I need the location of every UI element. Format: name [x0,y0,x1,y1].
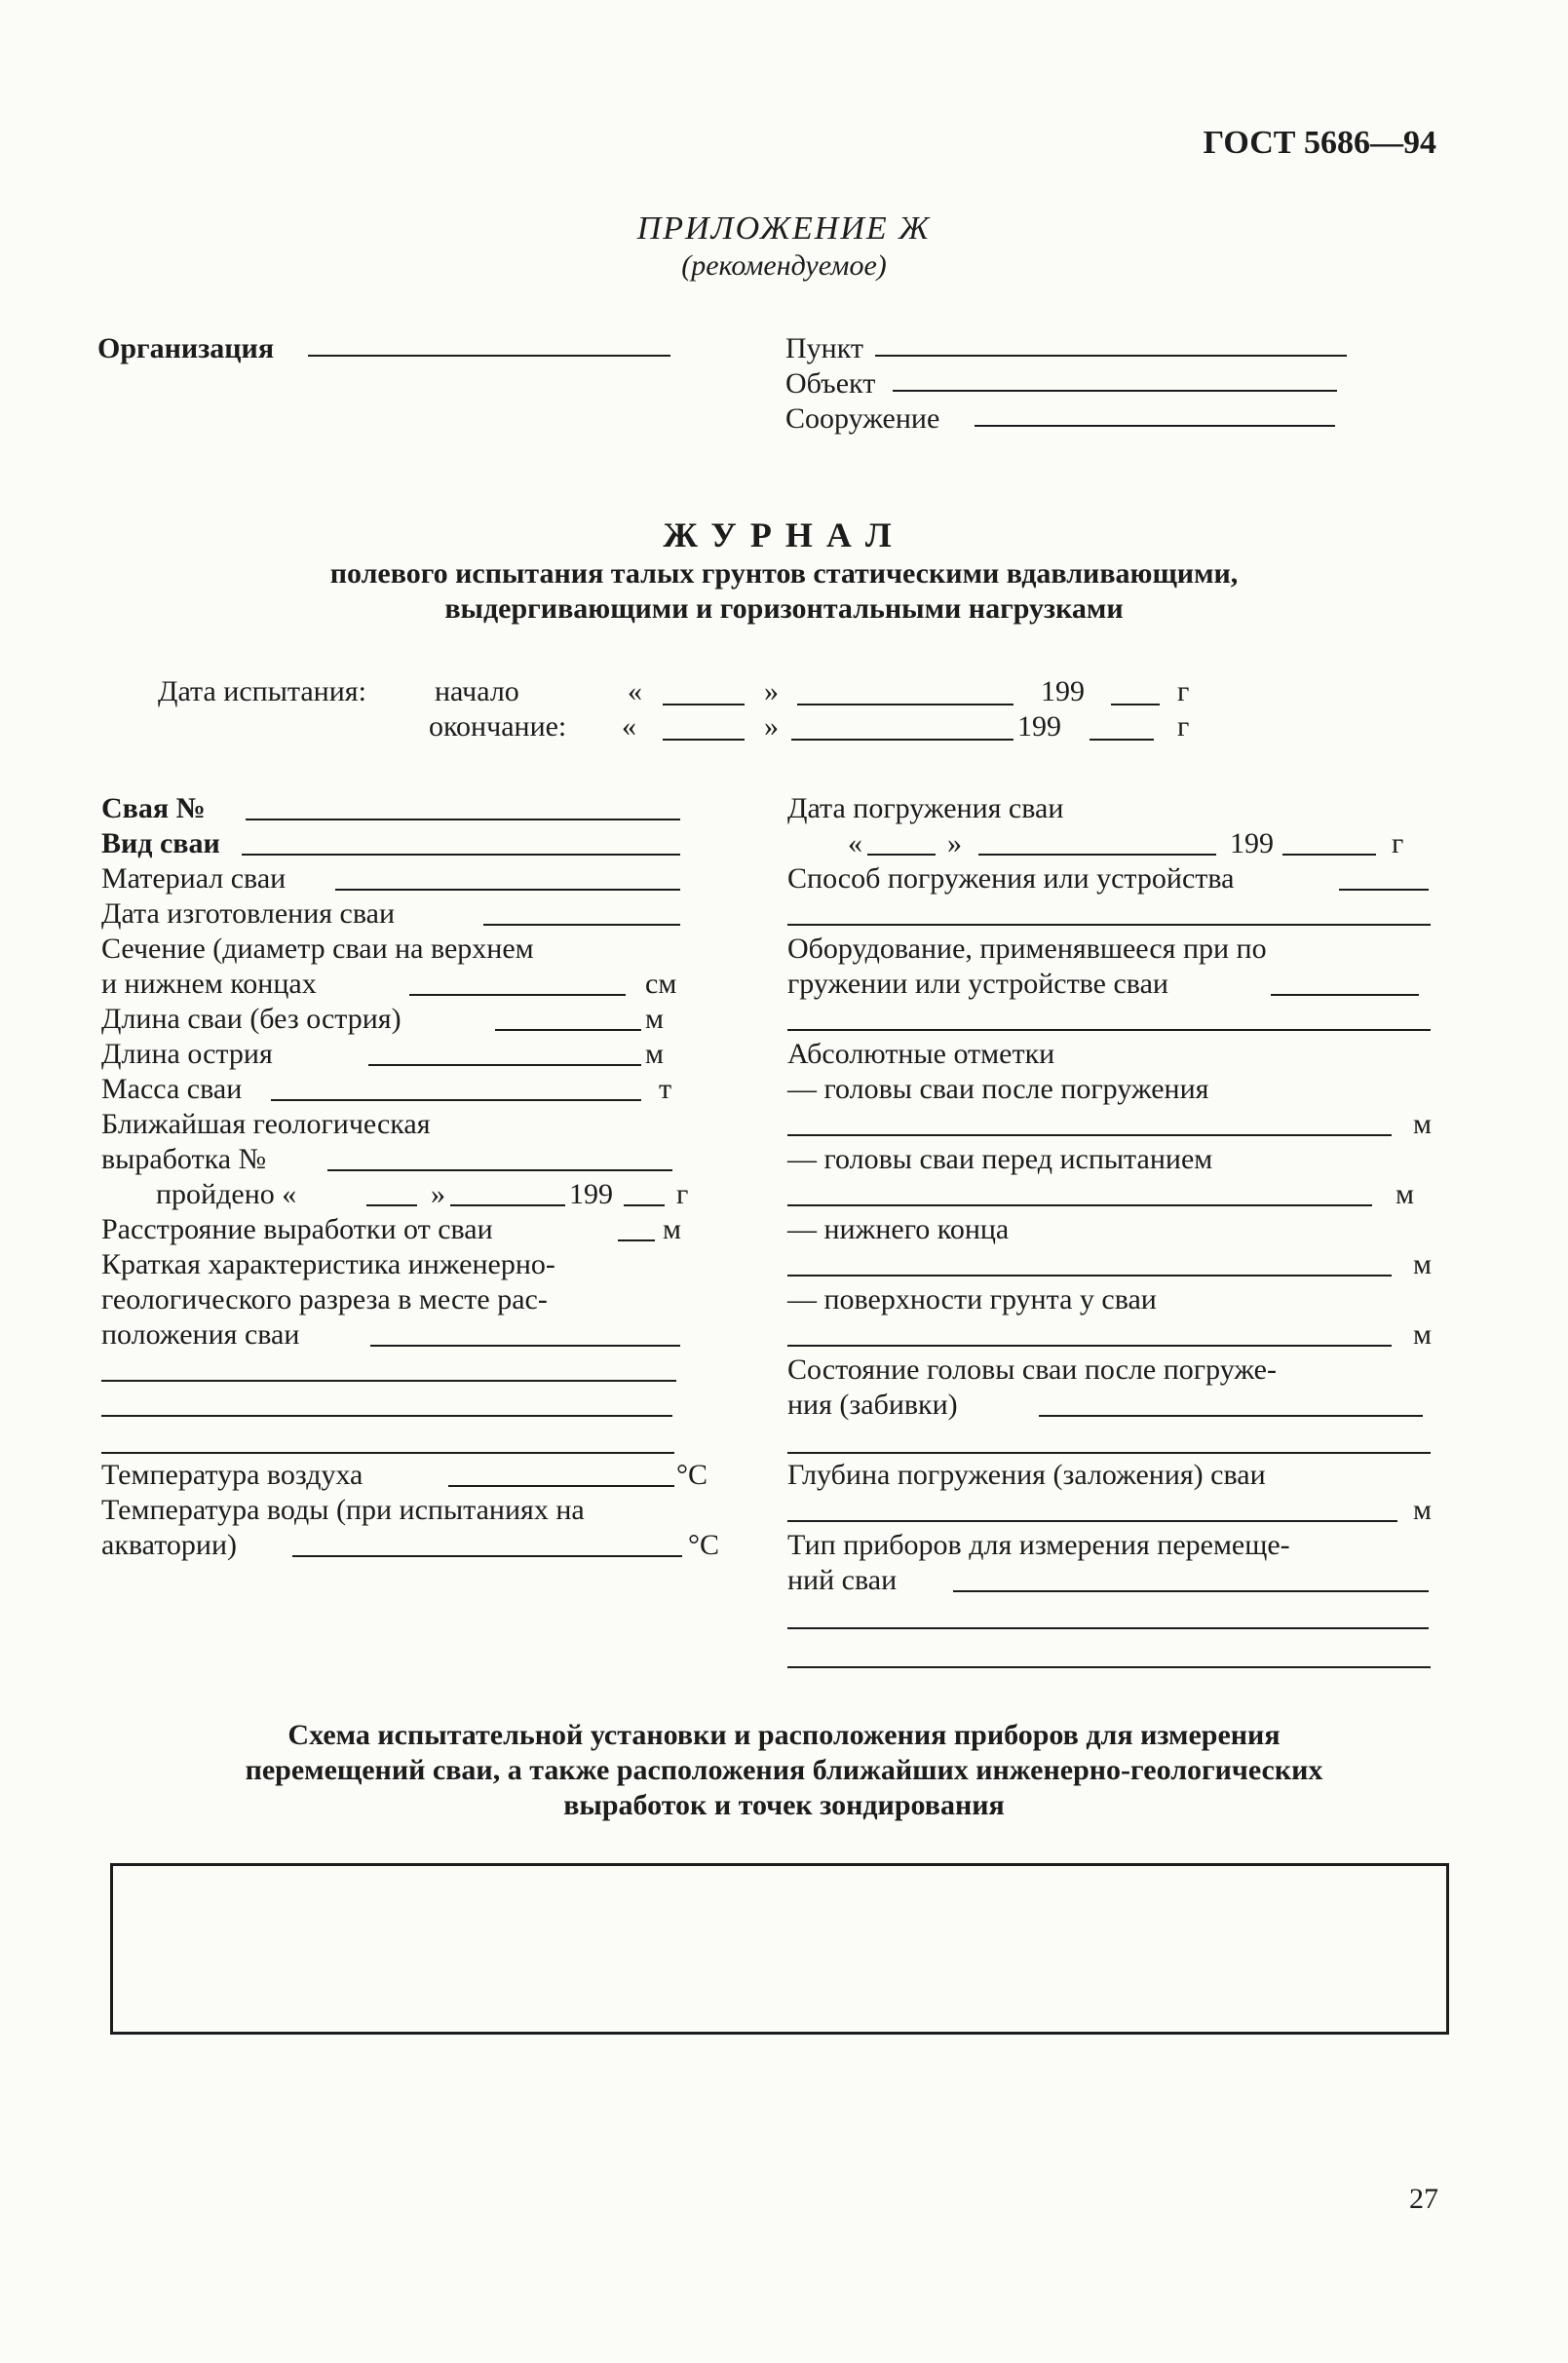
point-field[interactable] [875,355,1347,357]
pile-mass-field[interactable] [271,1099,641,1101]
head-before-field[interactable] [787,1204,1372,1206]
start-year-prefix: 199 [1041,675,1085,707]
section-field[interactable] [409,994,626,996]
ground-surface-field[interactable] [787,1345,1392,1347]
brief-field-4[interactable] [101,1452,674,1454]
organization-field[interactable] [308,355,670,357]
tip-length-unit: м [645,1038,664,1070]
quote-open: « [628,675,642,707]
pile-mass-label: Масса сваи [101,1073,243,1105]
head-before-unit: м [1396,1178,1414,1210]
air-temp-field[interactable] [448,1485,674,1487]
journal-subtitle-line2: выдергивающими и горизонтальными нагрузками [444,592,1124,625]
passed-month-field[interactable] [450,1204,565,1206]
passed-year-field[interactable] [624,1204,665,1206]
brief-field-1[interactable] [370,1345,680,1347]
head-before-label: — головы сваи перед испытанием [787,1143,1213,1175]
quote-close: » [764,675,779,707]
object-label: Объект [785,367,876,400]
structure-label: Сооружение [785,402,940,435]
lower-end-unit: м [1413,1248,1432,1280]
journal-subtitle-line1: полевого испытания талых грунтов статическими вдавливающими, [329,557,1239,590]
scheme-caption-line2: перемещений сваи, а также расположения ближайших инженерно-геологических [245,1754,1323,1786]
pile-length-unit: м [645,1003,664,1035]
pile-material-field[interactable] [335,889,680,891]
journal-title: ЖУРНАЛ [663,515,905,554]
instruments-field-3[interactable] [787,1666,1431,1668]
standard-number: ГОСТ 5686—94 [1203,125,1436,161]
test-date-end-label: окончание: [429,710,567,743]
air-temp-unit: °С [676,1459,708,1491]
immersion-method-field-1[interactable] [1339,889,1429,891]
scheme-drawing-area[interactable] [110,1863,1449,2035]
pile-type-field[interactable] [242,854,680,856]
tip-length-label: Длина острия [101,1038,273,1070]
pile-material-label: Материал сваи [101,862,287,895]
end-day-field[interactable] [663,739,745,741]
water-temp-field[interactable] [292,1555,682,1557]
quote-close: » [764,710,779,743]
tip-length-field[interactable] [368,1064,641,1066]
immersion-year-prefix: 199 [1230,827,1274,859]
scheme-caption-line1: Схема испытательной установки и расположения приборов для измерения [287,1719,1281,1751]
pile-no-label: Свая № [101,792,206,824]
immersion-year-suffix: г [1392,827,1404,859]
lower-end-label: — нижнего конца [787,1213,1010,1245]
quote-close: » [947,827,962,859]
head-after-field[interactable] [787,1134,1392,1136]
water-temp-label-2: акватории) [101,1529,238,1561]
start-year-suffix: г [1177,675,1190,707]
passed-day-field[interactable] [366,1204,417,1206]
end-year-suffix: г [1177,710,1190,743]
section-label-2: и нижнем концах [101,968,317,1000]
head-state-label-1: Состояние головы сваи после погруже- [787,1353,1277,1386]
brief-field-3[interactable] [101,1415,672,1417]
pile-length-field[interactable] [495,1029,641,1031]
pile-no-field[interactable] [246,819,680,820]
scheme-caption-line3: выработок и точек зондирования [563,1789,1005,1821]
depth-label: Глубина погружения (заложения) сваи [787,1459,1266,1491]
object-field[interactable] [893,390,1337,392]
nearest-field[interactable] [327,1169,672,1171]
brief-label-3: положения сваи [101,1318,300,1351]
pile-mass-unit: т [659,1073,672,1105]
immersion-day-field[interactable] [867,854,936,856]
appendix-subtitle: (рекомендуемое) [681,249,887,282]
ground-surface-unit: м [1413,1318,1432,1351]
passed-label: пройдено « [156,1178,297,1210]
ground-surface-label: — поверхности грунта у сваи [787,1283,1157,1315]
passed-year: 199 [569,1178,613,1210]
quote-open: « [622,710,636,743]
head-after-unit: м [1413,1108,1432,1140]
pile-type-label: Вид сваи [101,827,220,859]
equipment-field-2[interactable] [787,1029,1431,1031]
head-state-field-1[interactable] [1039,1415,1423,1417]
structure-field[interactable] [975,425,1335,427]
start-month-field[interactable] [797,704,1013,705]
end-year-field[interactable] [1090,739,1154,741]
instruments-field-1[interactable] [953,1590,1429,1592]
start-year-field[interactable] [1111,704,1160,705]
brief-label-2: геологического разреза в месте рас- [101,1283,548,1315]
quote-open: « [848,827,862,859]
distance-unit: м [663,1213,681,1245]
immersion-method-label: Способ погружения или устройства [787,862,1235,895]
head-after-label: — головы сваи после погружения [787,1073,1209,1105]
appendix-title: ПРИЛОЖЕНИЕ Ж [636,210,932,247]
nearest-label-1: Ближайшая геологическая [101,1108,431,1140]
head-state-label-2: ния (забивки) [787,1389,958,1421]
distance-field[interactable] [618,1239,655,1241]
organization-label: Организация [97,332,275,364]
passed-year-suffix: г [676,1178,689,1210]
manufacture-date-label: Дата изготовления сваи [101,897,395,930]
brief-field-2[interactable] [101,1380,676,1382]
point-label: Пункт [785,332,864,364]
test-date-label: Дата испытания: [158,675,366,707]
air-temp-label: Температура воздуха [101,1459,363,1491]
immersion-date-label: Дата погружения сваи [787,792,1064,824]
water-temp-unit: °С [688,1529,720,1561]
head-state-field-2[interactable] [787,1452,1431,1454]
section-unit: см [645,968,677,1000]
page-number: 27 [1409,2183,1438,2215]
manufacture-date-field[interactable] [483,924,680,926]
test-date-start-label: начало [435,675,519,707]
immersion-year-field[interactable] [1282,854,1376,856]
instruments-label-1: Тип приборов для измерения перемеще- [787,1529,1290,1561]
section-label-1: Сечение (диаметр сваи на верхнем [101,933,534,965]
passed-quote: » [431,1178,445,1210]
depth-unit: м [1413,1494,1432,1526]
depth-field[interactable] [787,1520,1397,1522]
instruments-field-2[interactable] [787,1627,1429,1629]
end-month-field[interactable] [791,739,1013,741]
pile-length-label: Длина сваи (без острия) [101,1003,402,1035]
immersion-method-field-2[interactable] [787,924,1431,926]
equipment-label-1: Оборудование, применявшееся при по [787,933,1267,965]
distance-label: Расстрояние выработки от сваи [101,1213,493,1245]
equipment-field-1[interactable] [1271,994,1419,996]
end-year-prefix: 199 [1017,710,1061,743]
brief-label-1: Краткая характеристика инженерно- [101,1248,555,1280]
instruments-label-2: ний сваи [787,1564,898,1596]
start-day-field[interactable] [663,704,745,705]
nearest-label-2: выработка № [101,1143,267,1175]
water-temp-label-1: Температура воды (при испытаниях на [101,1494,585,1526]
absolute-marks-label: Абсолютные отметки [787,1038,1055,1070]
equipment-label-2: гружении или устройстве сваи [787,968,1168,1000]
immersion-month-field[interactable] [978,854,1216,856]
lower-end-field[interactable] [787,1275,1392,1277]
